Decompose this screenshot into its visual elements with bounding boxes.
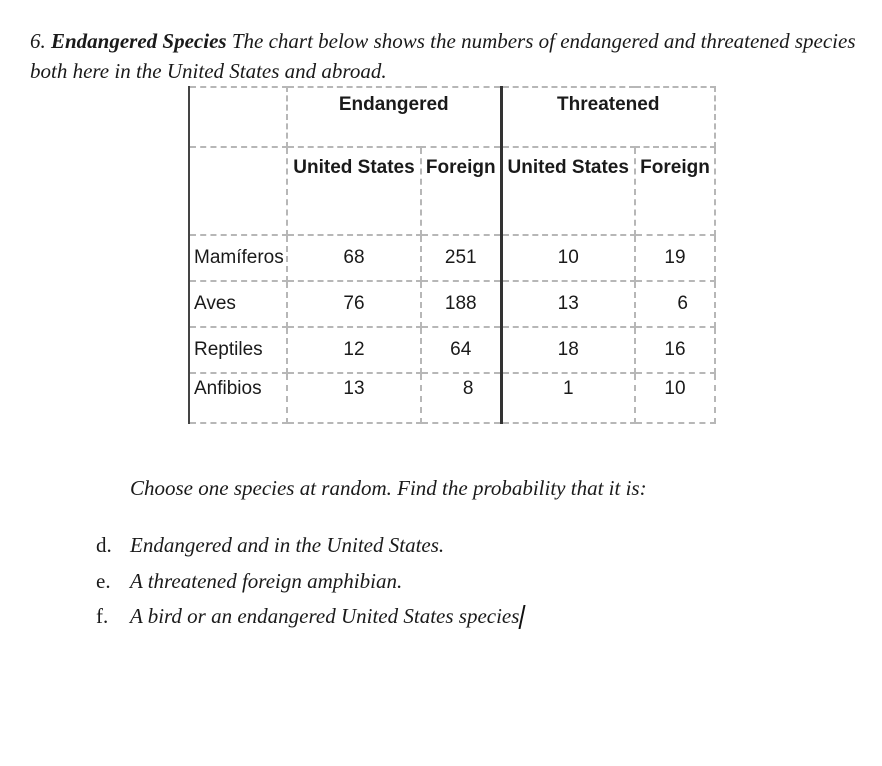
table-cell: 251 <box>421 235 501 281</box>
question-part[interactable] <box>96 599 523 635</box>
part-letter: d. <box>96 533 112 558</box>
group-header-endangered: Endangered <box>287 87 501 147</box>
question-parts <box>96 528 523 635</box>
question-part <box>96 564 523 600</box>
table-cell: 12 <box>287 327 421 373</box>
table-cell: 6 <box>635 281 715 327</box>
part-text: A threatened foreign amphibian. <box>130 568 403 593</box>
subheader-cell: Foreign <box>635 147 715 235</box>
group-header-threatened: Threatened <box>501 87 715 147</box>
part-text: Endangered and in the United States. <box>130 533 445 558</box>
table-cell: 16 <box>635 327 715 373</box>
species-table <box>188 86 716 424</box>
table-cell: 188 <box>421 281 501 327</box>
subheader-cell: United States <box>501 147 635 235</box>
table-cell: 8 <box>421 373 501 423</box>
table-cell: 1 <box>501 373 635 423</box>
table-cell: 13 <box>501 281 635 327</box>
table-cell: 13 <box>287 373 421 423</box>
row-label: Anfibios <box>189 373 287 423</box>
intro-paragraph <box>30 26 860 86</box>
row-label: Mamíferos <box>189 235 287 281</box>
text-cursor <box>519 605 526 629</box>
row-label: Reptiles <box>189 327 287 373</box>
subheader-cell: Foreign <box>421 147 501 235</box>
part-text[interactable]: A bird or an endangered United States species <box>130 604 520 629</box>
part-letter: f. <box>96 604 109 629</box>
table-cell: 10 <box>501 235 635 281</box>
problem-text: The chart below shows the numbers of endangered and threatened species both here in the United States and abroad. <box>30 29 856 83</box>
table-row <box>189 373 715 423</box>
subheader-row <box>189 147 715 235</box>
question-prompt: Choose one species at random. Find the probability that it is: <box>130 476 647 500</box>
table-row <box>189 235 715 281</box>
table-cell: 10 <box>635 373 715 423</box>
corner-cell <box>189 147 287 235</box>
corner-cell <box>189 87 287 147</box>
question-part <box>96 528 523 564</box>
problem-number: 6. <box>30 29 46 53</box>
table-cell: 68 <box>287 235 421 281</box>
subheader-cell: United States <box>287 147 421 235</box>
group-header-row <box>189 87 715 147</box>
table-cell: 18 <box>501 327 635 373</box>
problem-heading: Endangered Species <box>51 29 227 53</box>
table-cell: 19 <box>635 235 715 281</box>
table-cell: 64 <box>421 327 501 373</box>
table-row <box>189 327 715 373</box>
part-letter: e. <box>96 568 111 593</box>
row-label: Aves <box>189 281 287 327</box>
table-cell: 76 <box>287 281 421 327</box>
table-row <box>189 281 715 327</box>
